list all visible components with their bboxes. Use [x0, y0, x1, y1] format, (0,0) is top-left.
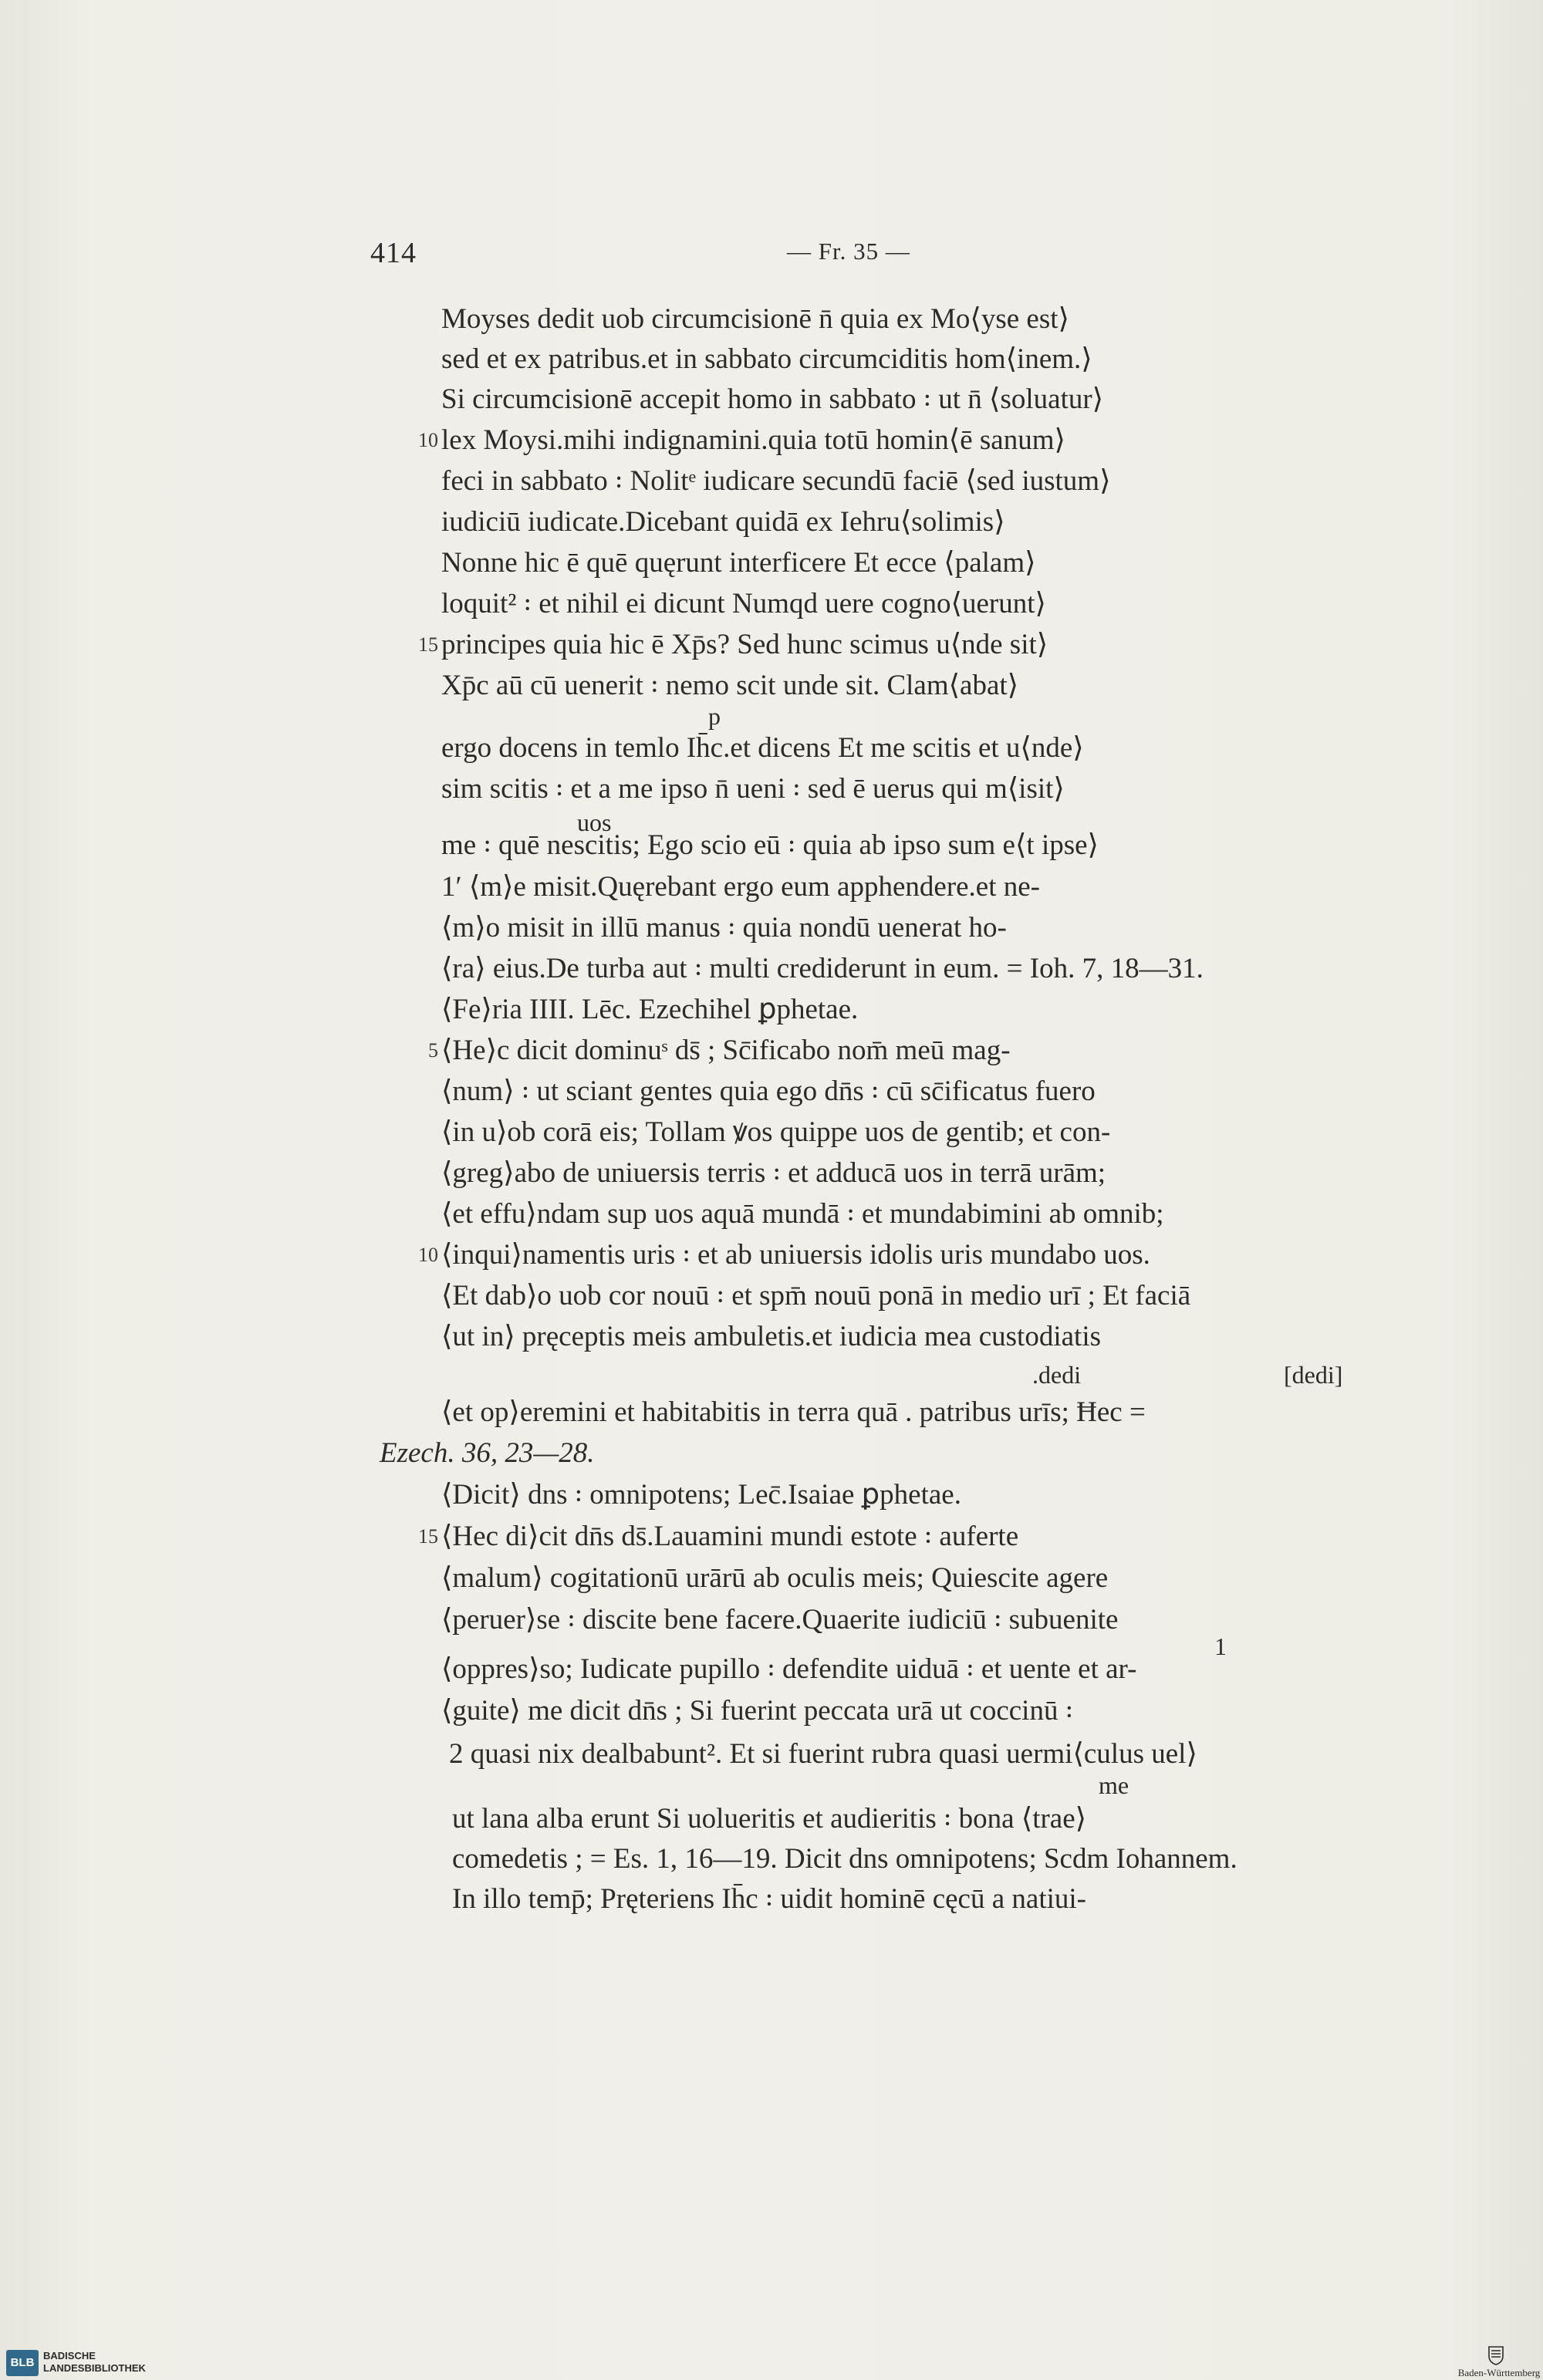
text-line — [0, 908, 1543, 948]
text-line — [0, 769, 1543, 809]
line-text: principes quia hic ē Xp̄s? Sed hunc scimus u⟨nde sit⟩ — [441, 629, 1048, 660]
line-text: Moyses dedit uob circumcisionē n̄ quia ex Mo⟨yse est⟩ — [441, 303, 1069, 335]
text-line — [0, 1734, 1543, 1774]
library-logo: BLB — [6, 2350, 39, 2376]
text-line — [0, 420, 1543, 461]
line-text: ⟨Hec di⟩cit dn̄s ds̄.Lauamini mundi estote ꞉ auferte — [441, 1521, 1019, 1552]
line-text: ⟨guite⟩ me dicit dn̄s ; Si fuerint peccata urā ut coccinū ꞉ — [441, 1695, 1073, 1727]
text-line — [0, 625, 1543, 665]
line-text: ⟨num⟩ ꞉ ut sciant gentes quia ego dn̄s ꞉ cū sc̄ificatus fuero — [441, 1075, 1096, 1107]
text-line — [0, 461, 1543, 501]
line-text: sed et ex patribus.et in sabbato circumciditis hom⟨inem.⟩ — [441, 343, 1092, 375]
text-line — [0, 584, 1543, 624]
text-line — [0, 1691, 1543, 1731]
line-text: In illo temp̄; Pręteriens Ih̄c ꞉ uidit hominē cęcū a natiui- — [452, 1883, 1086, 1915]
line-text: iudiciū iudicate.Dicebant quidā ex Iehru⟨solimis⟩ — [441, 506, 1005, 538]
line-text: ⟨in u⟩ob corā eis; Tollam ꝟos quippe uos de gentib; et con- — [441, 1116, 1111, 1148]
interlinear-gloss: p — [708, 702, 721, 730]
text-line — [0, 1433, 1543, 1474]
text-line — [0, 1879, 1543, 1919]
interlinear-gloss: uos — [577, 809, 612, 836]
running-head: — Fr. 35 — — [787, 238, 910, 265]
text-line — [0, 1600, 1543, 1640]
text-line — [0, 728, 1543, 768]
text-line — [0, 1276, 1543, 1316]
text-line — [0, 1799, 1543, 1839]
library-name — [43, 2350, 146, 2375]
interlinear-gloss: me — [1099, 1771, 1129, 1799]
line-text: ⟨peruer⟩se ꞉ discite bene facere.Quaerite iudiciū ꞉ subuenite — [441, 1604, 1119, 1636]
page-number: 414 — [370, 237, 417, 269]
line-text: me ꞉ quē nescitis; Ego scio eū ꞉ quia ab ipso sum e⟨t ipse⟩ — [441, 829, 1099, 861]
text-line — [0, 1235, 1543, 1275]
text-line — [0, 1839, 1543, 1879]
line-text: feci in sabbato ꞉ Nolitᵉ iudicare secundū faciē ⟨sed iustum⟩ — [441, 465, 1111, 497]
line-text: ⟨et effu⟩ndam sup uos aquā mundā ꞉ et mundabimini ab omnib; — [441, 1198, 1164, 1230]
line-text: ⟨inqui⟩namentis uris ꞉ et ab uniuersis idolis uris mundabo uos. — [441, 1239, 1150, 1271]
line-text: ergo docens in temlo Ih̄c.et dicens Et me scitis et u⟨nde⟩ — [441, 732, 1084, 764]
line-text: ⟨Fe⟩ria IIII. Lēc. Ezechihel ꝑphetae. — [441, 994, 859, 1025]
text-line — [0, 1072, 1543, 1112]
line-text: ⟨oppres⟩so; Iudicate pupillo ꞉ defendite uiduā ꞉ et uente et ar- — [441, 1653, 1137, 1685]
text-line — [0, 1194, 1543, 1234]
text-line — [0, 502, 1543, 542]
interlinear-gloss: .dedi — [1032, 1361, 1082, 1389]
text-line — [0, 1558, 1543, 1598]
line-text: ⟨m⟩o misit in illū manus ꞉ quia nondū uenerat ho- — [441, 912, 1007, 944]
line-text: 1ʹ ⟨m⟩e misit.Quęrebant ergo eum apphendere.et ne- — [441, 871, 1041, 903]
state-name: Baden-Württemberg — [1457, 2367, 1541, 2378]
line-text: Ezech. 36, 23—28. — [380, 1437, 595, 1469]
line-text: lex Moysi.mihi indignamini.quia totū homin⟨ē sanum⟩ — [441, 424, 1065, 456]
line-text: Xp̄c aū cū uenerit ꞉ nemo scit unde sit. Clam⟨abat⟩ — [441, 670, 1019, 701]
text-line — [0, 299, 1543, 339]
text-line — [0, 1153, 1543, 1193]
text-line — [0, 1317, 1543, 1357]
line-text: ⟨He⟩c dicit dominuˢ ds̄ ; Sc̄ificabo nom̄ meū mag- — [441, 1035, 1011, 1066]
interlinear-gloss: [dedi] — [1284, 1361, 1343, 1389]
page-header — [0, 230, 1543, 276]
line-text: Nonne hic ē quē quęrunt interficere Et ecce ⟨palam⟩ — [441, 547, 1036, 579]
text-line — [0, 949, 1543, 989]
text-line — [0, 339, 1543, 380]
line-text: ⟨Et dab⟩o uob cor nouū ꞉ et spm̄ nouū ponā in medio urī ; Et faciā — [441, 1280, 1191, 1312]
line-text: sim scitis ꞉ et a me ipso n̄ ueni ꞉ sed ē uerus qui m⟨isit⟩ — [441, 773, 1065, 805]
text-line — [0, 867, 1543, 907]
line-number: 10 — [418, 429, 438, 451]
state-logo — [1457, 2345, 1541, 2380]
text-line — [0, 380, 1543, 420]
text-line — [0, 1031, 1543, 1071]
line-text: ⟨ra⟩ eius.De turba aut ꞉ multi crediderunt in eum. = Ioh. 7, 18—31. — [441, 953, 1204, 984]
text-line — [0, 825, 1543, 866]
interlinear-gloss: 1 — [1214, 1632, 1227, 1660]
line-text: comedetis ; = Es. 1, 16—19. Dicit dns omnipotens; Scdm Iohannem. — [452, 1843, 1237, 1875]
line-text: ⟨Dicit⟩ dns ꞉ omnipotens; Lec̄.Isaiae ꝑphetae. — [441, 1479, 961, 1511]
library-name-line: LANDESBIBLIOTHEK — [43, 2362, 146, 2374]
coat-of-arms-icon — [1487, 2345, 1504, 2365]
text-line — [0, 1393, 1543, 1433]
text-line — [0, 990, 1543, 1030]
line-text: loquit² ꞉ et nihil ei dicunt Numqd uere cogno⟨uerunt⟩ — [441, 588, 1046, 619]
page-footer — [0, 2345, 1543, 2380]
line-text: ut lana alba erunt Si uolueritis et audieritis ꞉ bona ⟨trae⟩ — [452, 1803, 1087, 1835]
text-line — [0, 666, 1543, 706]
text-line — [0, 543, 1543, 583]
text-line — [0, 1649, 1543, 1690]
text-line — [0, 1475, 1543, 1515]
line-text: ⟨malum⟩ cogitationū urārū ab oculis meis; Quiescite agere — [441, 1562, 1109, 1594]
line-number: 15 — [418, 633, 438, 656]
line-number: 5 — [428, 1039, 438, 1062]
line-number: 10 — [418, 1244, 438, 1266]
line-text: ⟨greg⟩abo de uniuersis terris ꞉ et adducā uos in terrā urām; — [441, 1157, 1106, 1189]
line-text: 2 quasi nix dealbabunt². Et si fuerint rubra quasi uermi⟨culus uel⟩ — [449, 1738, 1197, 1770]
line-text: ⟨ut in⟩ pręceptis meis ambuletis.et iudicia mea custodiatis — [441, 1321, 1101, 1352]
library-name-line: BADISCHE — [43, 2350, 96, 2361]
text-line — [0, 1517, 1543, 1557]
line-number: 15 — [418, 1525, 438, 1548]
text-line — [0, 1112, 1543, 1153]
line-text: ⟨et op⟩eremini et habitabitis in terra quā . patribus urīs; Ħec = — [441, 1396, 1146, 1428]
line-text: Si circumcisionē accepit homo in sabbato ꞉ ut n̄ ⟨soluatur⟩ — [441, 383, 1104, 415]
